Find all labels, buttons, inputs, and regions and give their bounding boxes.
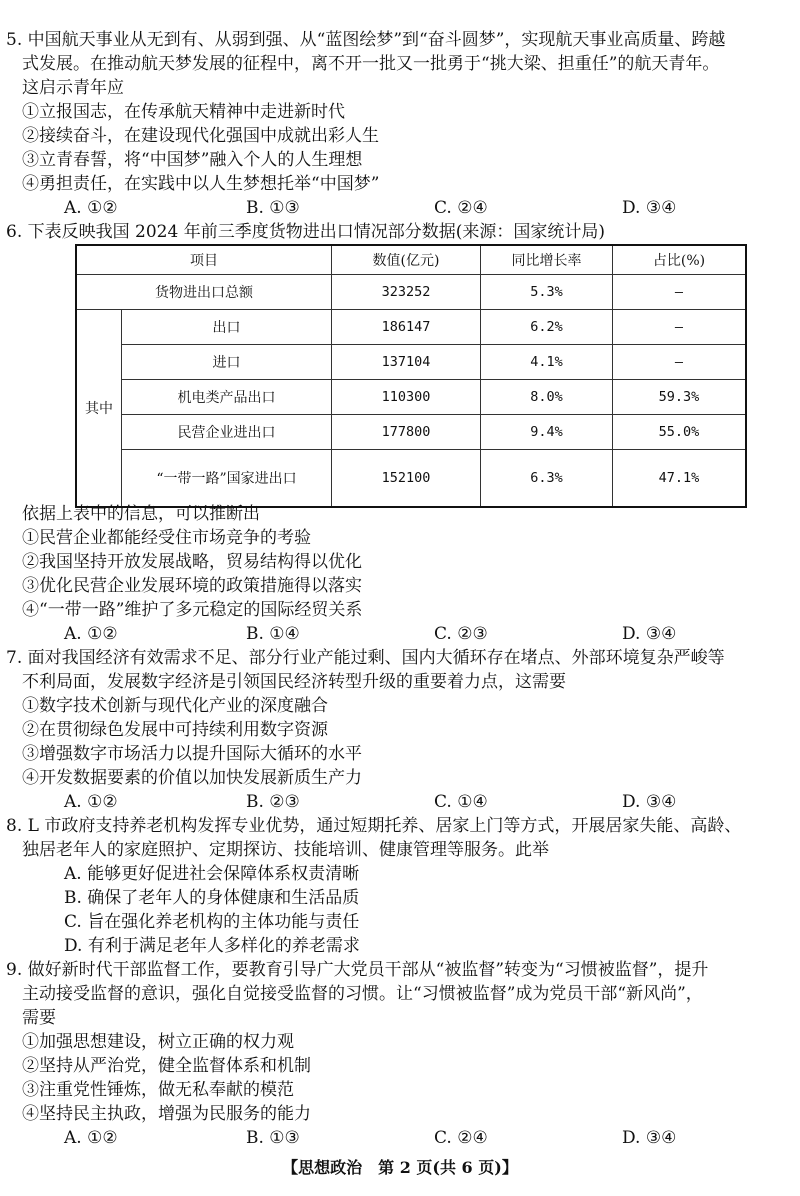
q9-line2: 主动接受监督的意识，强化自觉接受监督的习惯。让“习惯被监督”成为党员干部“新风尚”， bbox=[22, 984, 703, 1004]
q5-option-1: ①立报国志，在传承航天精神中走进新时代 bbox=[22, 102, 345, 122]
q9-line3: 需要 bbox=[22, 1008, 56, 1028]
table-row bbox=[76, 450, 746, 508]
trade-data-table bbox=[75, 244, 747, 508]
q5-choice-a: A. ①② bbox=[64, 198, 118, 218]
q9-choice-a: A. ①② bbox=[64, 1128, 118, 1148]
q5-option-4: ④勇担责任，在实践中以人生梦想托举“中国梦” bbox=[22, 174, 380, 194]
q6-choices bbox=[0, 622, 800, 646]
q5-choices bbox=[0, 196, 800, 220]
q6-option-1: ①民营企业都能经受住市场竞争的考验 bbox=[22, 528, 311, 548]
q7-choice-c: C. ①④ bbox=[434, 792, 488, 812]
q7-choices bbox=[0, 790, 800, 814]
cell-item: 进口 bbox=[122, 345, 332, 380]
q9-line1: 9. 做好新时代干部监督工作，要教育引导广大党员干部从“被监督”转变为“习惯被监督”，提升 bbox=[6, 960, 709, 980]
cell-value: 323252 bbox=[332, 275, 481, 310]
q7-option-3: ③增强数字市场活力以提升国际大循环的水平 bbox=[22, 744, 362, 764]
q7-choice-d: D. ③④ bbox=[622, 792, 677, 812]
q6-choice-a: A. ①② bbox=[64, 624, 118, 644]
q8-option-c: C. 旨在强化养老机构的主体功能与责任 bbox=[64, 912, 360, 932]
q7-option-4: ④开发数据要素的价值以加快发展新质生产力 bbox=[22, 768, 362, 788]
page-footer: 【思想政治 第 2 页(共 6 页)】 bbox=[282, 1158, 518, 1177]
q6-line1: 6. 下表反映我国 2024 年前三季度货物进出口情况部分数据(来源：国家统计局) bbox=[6, 222, 605, 242]
cell-growth: 8.0% bbox=[481, 380, 613, 415]
q5-choice-d: D. ③④ bbox=[622, 198, 677, 218]
cell-value: 186147 bbox=[332, 310, 481, 345]
q6-option-4: ④“一带一路”维护了多元稳定的国际经贸关系 bbox=[22, 600, 363, 620]
q6-option-2: ②我国坚持开放发展战略，贸易结构得以优化 bbox=[22, 552, 362, 572]
q7-line1: 7. 面对我国经济有效需求不足、部分行业产能过剩、国内大循环存在堵点、外部环境复杂严峻等 bbox=[6, 648, 725, 668]
q8-line1: 8. L 市政府支持养老机构发挥专业优势，通过短期托养、居家上门等方式，开展居家失能、高龄、 bbox=[6, 816, 742, 836]
cell-item: 出口 bbox=[122, 310, 332, 345]
q5-line3: 这启示青年应 bbox=[22, 78, 124, 98]
table-row bbox=[76, 310, 746, 345]
table-row-total bbox=[76, 275, 746, 310]
q9-option-2: ②坚持从严治党，健全监督体系和机制 bbox=[22, 1056, 311, 1076]
cell-item: “一带一路”国家进出口 bbox=[122, 450, 332, 508]
q8-option-d: D. 有利于满足老年人多样化的养老需求 bbox=[64, 936, 360, 956]
q6-option-3: ③优化民营企业发展环境的政策措施得以落实 bbox=[22, 576, 362, 596]
q7-option-2: ②在贯彻绿色发展中可持续利用数字资源 bbox=[22, 720, 328, 740]
cell-item: 机电类产品出口 bbox=[122, 380, 332, 415]
q6-stem: 依据上表中的信息，可以推断出 bbox=[22, 504, 260, 524]
table-row bbox=[76, 415, 746, 450]
header-item: 项目 bbox=[76, 245, 332, 275]
table-row bbox=[76, 345, 746, 380]
q5-option-2: ②接续奋斗，在建设现代化强国中成就出彩人生 bbox=[22, 126, 379, 146]
q9-option-1: ①加强思想建设，树立正确的权力观 bbox=[22, 1032, 294, 1052]
cell-share: 55.0% bbox=[613, 415, 747, 450]
cell-share: — bbox=[613, 310, 747, 345]
cell-value: 152100 bbox=[332, 450, 481, 508]
header-value: 数值(亿元) bbox=[332, 245, 481, 275]
q9-choice-d: D. ③④ bbox=[622, 1128, 677, 1148]
header-share: 占比(%) bbox=[613, 245, 747, 275]
q7-option-1: ①数字技术创新与现代化产业的深度融合 bbox=[22, 696, 328, 716]
q8-option-b: B. 确保了老年人的身体健康和生活品质 bbox=[64, 888, 360, 908]
q7-line2: 不利局面，发展数字经济是引领国民经济转型升级的重要着力点，这需要 bbox=[22, 672, 566, 692]
cell-value: 177800 bbox=[332, 415, 481, 450]
q9-option-3: ③注重党性锤炼，做无私奉献的模范 bbox=[22, 1080, 294, 1100]
q5-choice-b: B. ①③ bbox=[246, 198, 300, 218]
q5-line1: 5. 中国航天事业从无到有、从弱到强、从“蓝图绘梦”到“奋斗圆梦”，实现航天事业高质量、跨越 bbox=[6, 30, 726, 50]
cell-value: 110300 bbox=[332, 380, 481, 415]
q5-option-3: ③立青春誓，将“中国梦”融入个人的人生理想 bbox=[22, 150, 363, 170]
q7-choice-a: A. ①② bbox=[64, 792, 118, 812]
q8-line2: 独居老年人的家庭照护、定期探访、技能培训、健康管理等服务。此举 bbox=[22, 840, 549, 860]
cell-growth: 6.2% bbox=[481, 310, 613, 345]
table-header-row bbox=[76, 245, 746, 275]
cell-share: — bbox=[613, 345, 747, 380]
q9-choices bbox=[0, 1126, 800, 1150]
q5-line2: 式发展。在推动航天梦发展的征程中，离不开一批又一批勇于“挑大梁、担重任”的航天青年。 bbox=[22, 54, 720, 74]
cell-share: 59.3% bbox=[613, 380, 747, 415]
cell-share: 47.1% bbox=[613, 450, 747, 508]
cell-growth: 9.4% bbox=[481, 415, 613, 450]
q6-choice-c: C. ②③ bbox=[434, 624, 488, 644]
header-growth: 同比增长率 bbox=[481, 245, 613, 275]
q5-choice-c: C. ②④ bbox=[434, 198, 488, 218]
cell-item: 货物进出口总额 bbox=[76, 275, 332, 310]
q9-choice-c: C. ②④ bbox=[434, 1128, 488, 1148]
q6-choice-d: D. ③④ bbox=[622, 624, 677, 644]
cell-growth: 6.3% bbox=[481, 450, 613, 508]
group-label: 其中 bbox=[76, 310, 122, 508]
table-row bbox=[76, 380, 746, 415]
q9-choice-b: B. ①③ bbox=[246, 1128, 300, 1148]
q7-choice-b: B. ②③ bbox=[246, 792, 300, 812]
cell-item: 民营企业进出口 bbox=[122, 415, 332, 450]
cell-share: — bbox=[613, 275, 747, 310]
q8-option-a: A. 能够更好促进社会保障体系权责清晰 bbox=[64, 864, 360, 884]
q9-option-4: ④坚持民主执政，增强为民服务的能力 bbox=[22, 1104, 311, 1124]
cell-growth: 4.1% bbox=[481, 345, 613, 380]
cell-growth: 5.3% bbox=[481, 275, 613, 310]
q6-choice-b: B. ①④ bbox=[246, 624, 300, 644]
cell-value: 137104 bbox=[332, 345, 481, 380]
